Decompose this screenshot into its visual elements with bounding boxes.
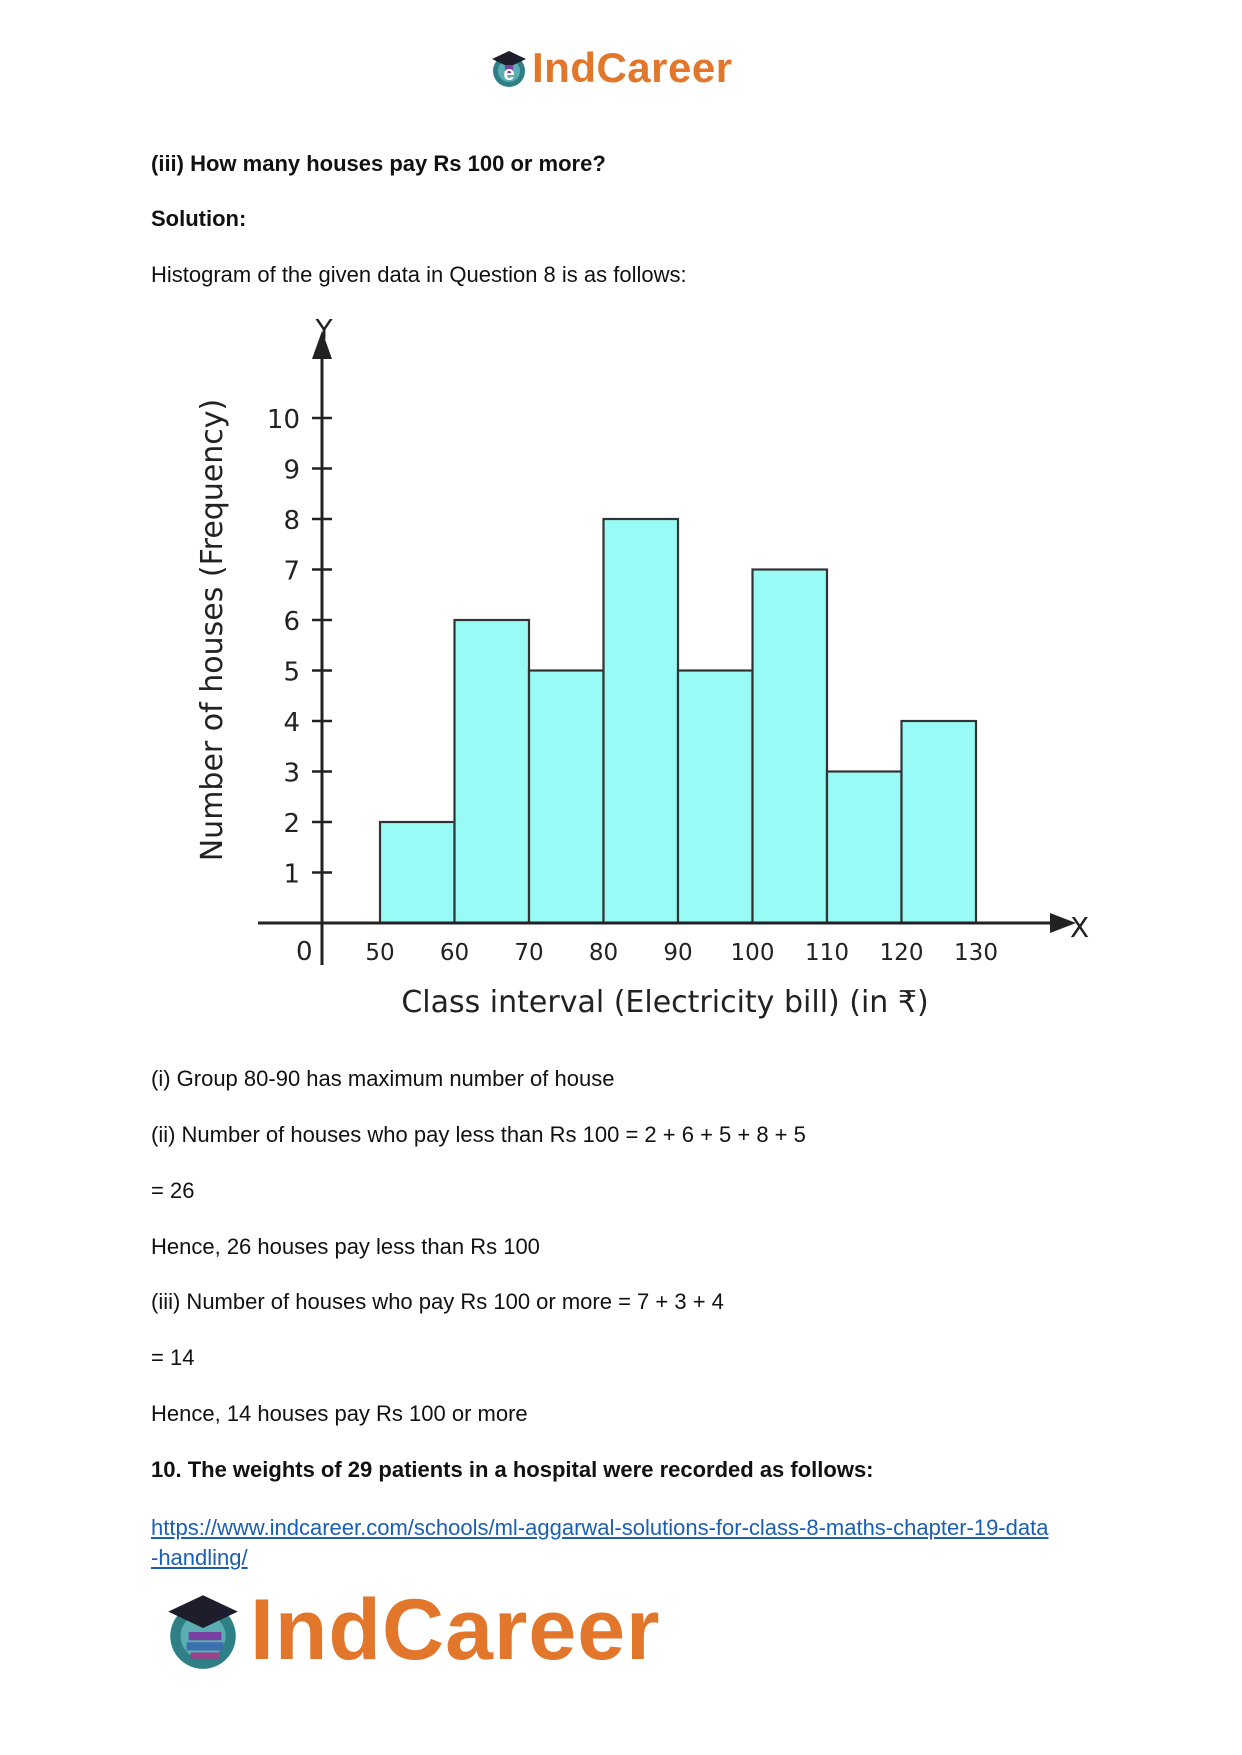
source-link-line-2[interactable]: -handling/: [151, 1545, 248, 1570]
histogram-bar-60-70: [455, 620, 530, 923]
x-axis-ticks: [365, 940, 998, 966]
x-tick-label: 100: [730, 940, 775, 966]
histogram-bar-80-90: [604, 519, 679, 923]
solution-label: Solution:: [151, 206, 247, 231]
answer-ii: (ii) Number of houses who pay less than Rs 100 = 2 + 6 + 5 + 8 + 5: [151, 1122, 806, 1147]
indcareer-logo-header: [488, 40, 758, 96]
y-tick-label: 6: [283, 607, 300, 637]
origin-label: 0: [296, 937, 313, 967]
y-tick-label: 7: [283, 556, 300, 587]
answer-iii-conclusion: Hence, 14 houses pay Rs 100 or more: [151, 1401, 528, 1426]
x-tick-label: 120: [879, 940, 924, 966]
histogram-intro: Histogram of the given data in Question 8 is as follows:: [151, 262, 687, 287]
svg-text:e: e: [503, 63, 515, 85]
x-axis-letter: X: [1070, 911, 1090, 944]
histogram-bar-90-100: [678, 671, 753, 924]
logo-wordmark: IndCareer: [250, 1581, 661, 1678]
question-iii-heading: (iii) How many houses pay Rs 100 or more?: [151, 151, 606, 176]
answer-ii-conclusion: Hence, 26 houses pay less than Rs 100: [151, 1234, 540, 1259]
histogram-bar-100-110: [753, 570, 828, 924]
y-tick-label: 3: [283, 758, 300, 789]
question-10-heading: 10. The weights of 29 patients in a hospital were recorded as follows:: [151, 1457, 874, 1482]
indcareer-logo-footer: [160, 1580, 720, 1680]
source-link-line-1[interactable]: https://www.indcareer.com/schools/ml-aggarwal-solutions-for-class-8-maths-chapter-19-data: [151, 1515, 1049, 1540]
histogram-bar-120-130: [902, 721, 977, 923]
x-tick-label: 70: [514, 940, 544, 966]
x-tick-label: 80: [588, 940, 619, 966]
x-tick-label: 130: [954, 940, 998, 966]
answer-iii: (iii) Number of houses who pay Rs 100 or more = 7 + 3 + 4: [151, 1289, 724, 1314]
graduation-cap-globe-icon: [488, 47, 530, 89]
source-link[interactable]: [151, 1513, 1101, 1573]
histogram-chart: [190, 315, 1120, 1035]
histogram-bar-50-60: [380, 822, 455, 923]
y-tick-label: 5: [283, 657, 300, 688]
y-tick-label: 9: [283, 455, 300, 486]
x-axis-label: Class interval (Electricity bill) (in ₹): [401, 985, 929, 1020]
answer-iii-result: = 14: [151, 1345, 195, 1370]
x-tick-label: 60: [439, 940, 470, 966]
histogram-bar-70-80: [529, 671, 604, 924]
y-tick-label: 2: [283, 809, 300, 839]
x-tick-label: 110: [805, 940, 849, 966]
answer-ii-result: = 26: [151, 1178, 195, 1203]
x-tick-label: 90: [663, 940, 693, 966]
x-tick-label: 50: [365, 940, 395, 966]
y-tick-label: 1: [283, 859, 300, 890]
y-tick-label: 10: [266, 405, 300, 435]
y-tick-label: 8: [283, 506, 300, 536]
answer-i: (i) Group 80-90 has maximum number of house: [151, 1066, 615, 1091]
y-axis-letter: Y: [315, 315, 333, 346]
y-axis-label: Number of houses (Frequency): [195, 398, 230, 862]
histogram-bars: [380, 519, 976, 923]
histogram-bar-110-120: [827, 772, 902, 924]
y-tick-label: 4: [283, 708, 300, 738]
graduation-cap-globe-icon: [160, 1587, 246, 1673]
logo-wordmark: IndCareer: [532, 44, 733, 91]
